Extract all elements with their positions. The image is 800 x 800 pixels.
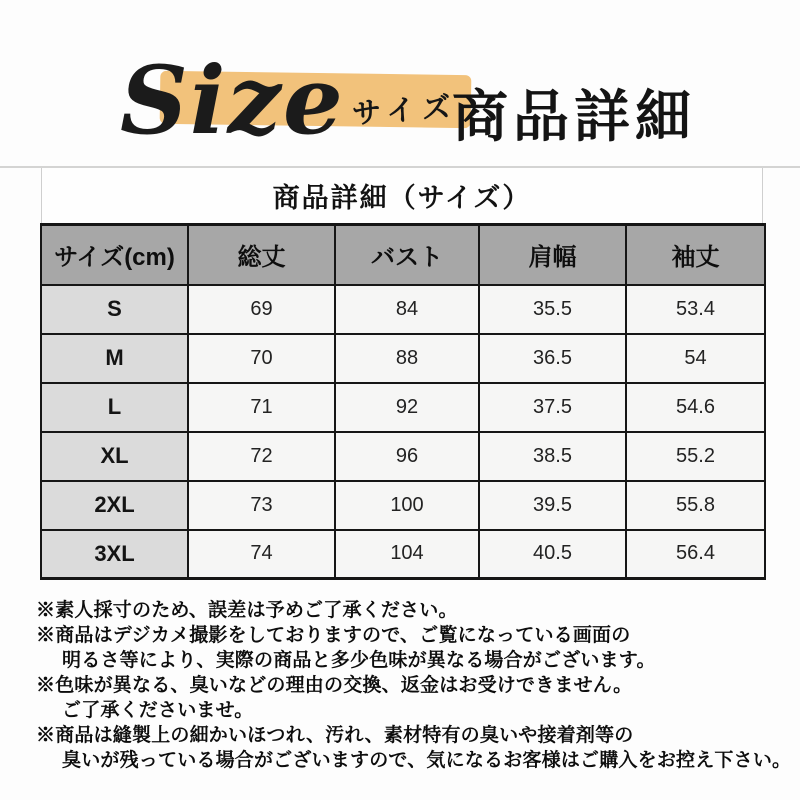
value-cell: 55.2 <box>626 432 765 481</box>
size-script-word: Size <box>120 46 345 156</box>
value-cell: 56.4 <box>626 530 765 579</box>
size-cell: M <box>41 334 188 383</box>
note-line: ※商品は縫製上の細かいほつれ、汚れ、素材特有の臭いや接着剤等の <box>36 725 634 746</box>
value-cell: 92 <box>335 383 479 432</box>
value-cell: 69 <box>188 285 335 334</box>
note-line: ※素人採寸のため、誤差は予めご了承ください。 <box>36 600 458 621</box>
value-cell: 54.6 <box>626 383 765 432</box>
value-cell: 54 <box>626 334 765 383</box>
note-line: 臭いが残っている場合がございますので、気になるお客様はご購入をお控え下さい。 <box>62 750 792 771</box>
value-cell: 40.5 <box>479 530 626 579</box>
value-cell: 38.5 <box>479 432 626 481</box>
column-header-sleeve: 袖丈 <box>626 225 765 285</box>
size-cell: L <box>41 383 188 432</box>
size-kana-label: サイズ <box>351 91 459 131</box>
table-row <box>41 432 765 481</box>
table-row <box>41 530 765 579</box>
note-line: ご了承くださいませ。 <box>62 700 254 721</box>
value-cell: 36.5 <box>479 334 626 383</box>
value-cell: 39.5 <box>479 481 626 530</box>
column-header-bust: バスト <box>335 225 479 285</box>
table-row <box>41 481 765 530</box>
table-header-row <box>41 225 765 285</box>
value-cell: 70 <box>188 334 335 383</box>
table-row <box>41 285 765 334</box>
value-cell: 84 <box>335 285 479 334</box>
size-cell: XL <box>41 432 188 481</box>
size-table <box>40 223 766 580</box>
header-banner <box>0 0 800 167</box>
page-title: 商品詳細 <box>452 84 696 150</box>
value-cell: 104 <box>335 530 479 579</box>
note-line: ※色味が異なる、臭いなどの理由の交換、返金はお受けできません。 <box>36 675 633 696</box>
value-cell: 55.8 <box>626 481 765 530</box>
size-cell: 2XL <box>41 481 188 530</box>
value-cell: 37.5 <box>479 383 626 432</box>
note-line: 明るさ等により、実際の商品と多少色味が異なる場合がございます。 <box>62 650 656 671</box>
value-cell: 72 <box>188 432 335 481</box>
value-cell: 74 <box>188 530 335 579</box>
table-caption: 商品詳細（サイズ） <box>41 168 763 223</box>
column-header-size: サイズ(cm) <box>41 225 188 285</box>
column-header-shoulder: 肩幅 <box>479 225 626 285</box>
size-cell: 3XL <box>41 530 188 579</box>
value-cell: 100 <box>335 481 479 530</box>
value-cell: 53.4 <box>626 285 765 334</box>
disclaimer-notes <box>36 598 800 773</box>
note-line: ※商品はデジカメ撮影をしておりますので、ご覧になっている画面の <box>36 625 631 646</box>
size-cell: S <box>41 285 188 334</box>
value-cell: 96 <box>335 432 479 481</box>
column-header-length: 総丈 <box>188 225 335 285</box>
table-row <box>41 334 765 383</box>
value-cell: 88 <box>335 334 479 383</box>
table-row <box>41 383 765 432</box>
value-cell: 71 <box>188 383 335 432</box>
value-cell: 73 <box>188 481 335 530</box>
value-cell: 35.5 <box>479 285 626 334</box>
